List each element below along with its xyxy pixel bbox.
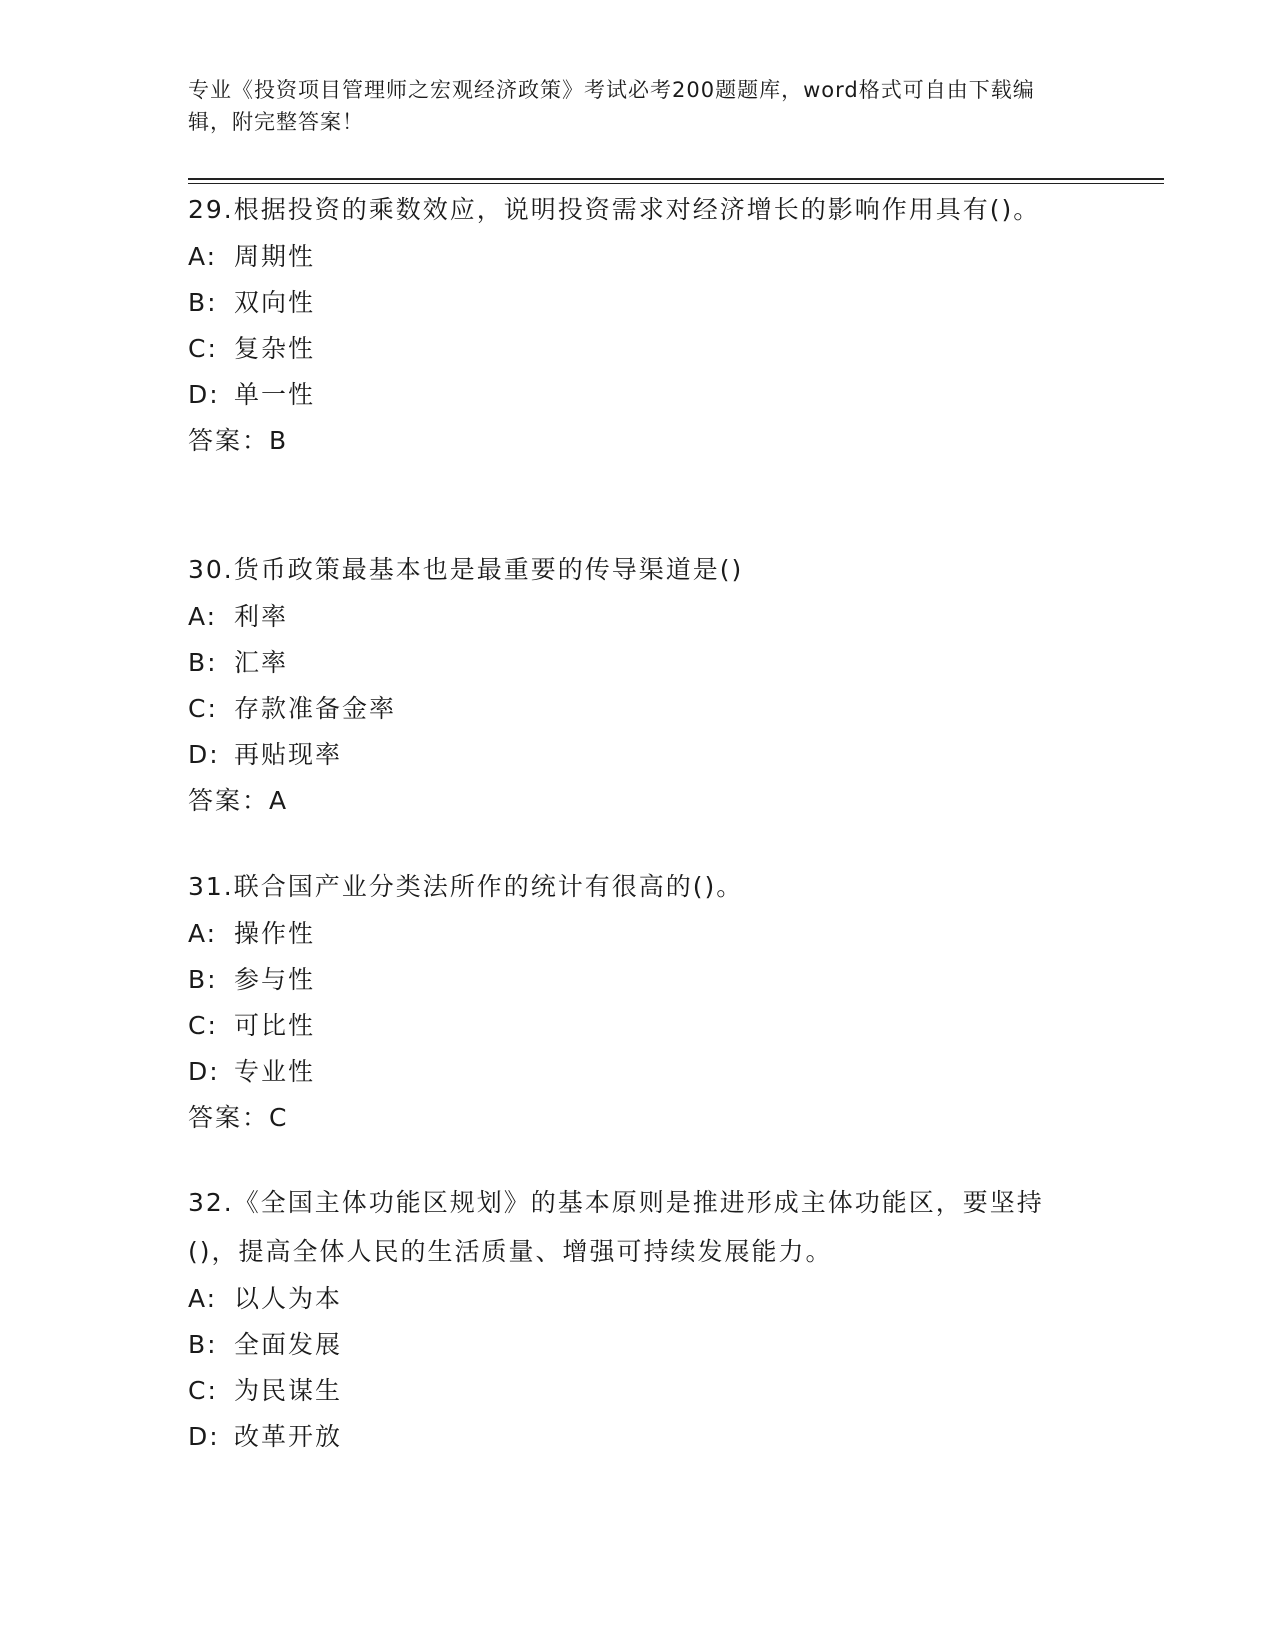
option-text: 以人为本 <box>234 1284 343 1313</box>
option-b <box>188 957 1088 1003</box>
option-text: 利率 <box>234 602 289 631</box>
option-text: 存款准备金率 <box>234 694 397 723</box>
option-letter: A: <box>188 919 218 948</box>
option-a <box>188 911 1088 957</box>
question-text: 32.《全国主体功能区规划》的基本原则是推进形成主体功能区，要坚持()，提高全体人民的生活质量、增强可持续发展能力。 <box>188 1188 1044 1266</box>
option-letter: D: <box>188 1422 220 1451</box>
option-letter: D: <box>188 1057 220 1086</box>
option-letter: B: <box>188 1330 218 1359</box>
option-letter: C: <box>188 1376 218 1405</box>
question-29 <box>188 185 1088 464</box>
question-30 <box>188 545 1088 824</box>
option-text: 操作性 <box>234 919 316 948</box>
option-text: 为民谋生 <box>234 1376 343 1405</box>
header-rule-top <box>188 178 1164 180</box>
option-d <box>188 372 1088 418</box>
option-a <box>188 594 1088 640</box>
option-letter: B: <box>188 648 218 677</box>
option-text: 可比性 <box>234 1011 316 1040</box>
answer: 答案：A <box>188 786 289 815</box>
option-letter: B: <box>188 965 218 994</box>
option-text: 专业性 <box>234 1057 316 1086</box>
option-text: 复杂性 <box>234 334 316 363</box>
option-c <box>188 1368 1088 1414</box>
option-text: 汇率 <box>234 648 289 677</box>
option-letter: C: <box>188 694 218 723</box>
option-b <box>188 1322 1088 1368</box>
option-c <box>188 686 1088 732</box>
option-letter: B: <box>188 288 218 317</box>
option-letter: A: <box>188 1284 218 1313</box>
option-text: 参与性 <box>234 965 316 994</box>
option-c <box>188 1003 1088 1049</box>
option-letter: C: <box>188 334 218 363</box>
option-b <box>188 640 1088 686</box>
option-d <box>188 732 1088 778</box>
option-a <box>188 1276 1088 1322</box>
option-d <box>188 1414 1088 1460</box>
option-letter: A: <box>188 242 218 271</box>
question-text: 31.联合国产业分类法所作的统计有很高的()。 <box>188 872 744 901</box>
option-text: 全面发展 <box>234 1330 343 1359</box>
option-text: 改革开放 <box>234 1422 343 1451</box>
document-intro: 专业《投资项目管理师之宏观经济政策》考试必考200题题库，word格式可自由下载编辑，附完整答案！ <box>188 78 1035 134</box>
option-d <box>188 1049 1088 1095</box>
option-text: 周期性 <box>234 242 316 271</box>
option-a <box>188 234 1088 280</box>
question-31 <box>188 862 1088 1141</box>
option-b <box>188 280 1088 326</box>
header-rule-bottom <box>188 183 1164 184</box>
question-text: 30.货币政策最基本也是最重要的传导渠道是() <box>188 555 744 584</box>
option-letter: D: <box>188 380 220 409</box>
answer: 答案：C <box>188 1103 289 1132</box>
option-letter: D: <box>188 740 220 769</box>
option-text: 单一性 <box>234 380 316 409</box>
option-letter: C: <box>188 1011 218 1040</box>
option-c <box>188 326 1088 372</box>
option-text: 再贴现率 <box>234 740 343 769</box>
question-text: 29.根据投资的乘数效应，说明投资需求对经济增长的影响作用具有()。 <box>188 195 1041 224</box>
option-text: 双向性 <box>234 288 316 317</box>
answer: 答案：B <box>188 426 289 455</box>
option-letter: A: <box>188 602 218 631</box>
question-32 <box>188 1178 1088 1460</box>
